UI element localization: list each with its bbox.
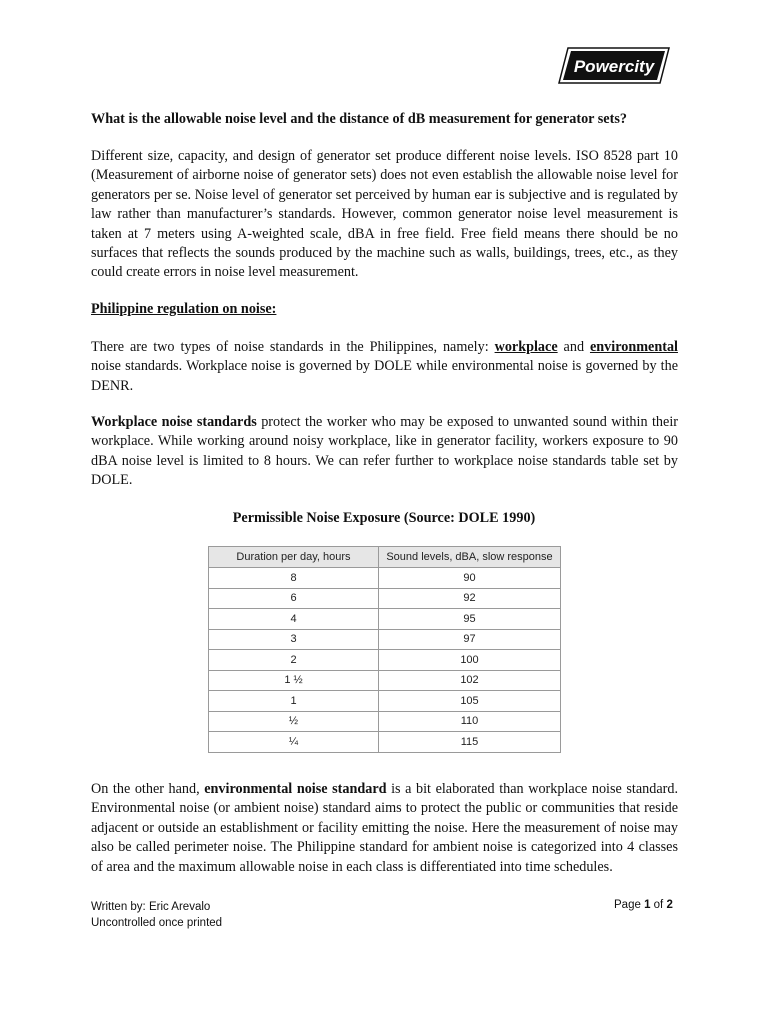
table-title: Permissible Noise Exposure (Source: DOLE 1990) bbox=[232, 510, 536, 526]
table-row bbox=[209, 691, 561, 712]
column-header-sound-level: Sound levels, dBA, slow response bbox=[379, 547, 561, 568]
regulation-heading: Philippine regulation on noise: bbox=[91, 301, 277, 317]
noise-types-paragraph: There are two types of noise standards in the Philippines, namely: workplace and environmental noise standards. Workplace noise is governed by DOLE while environmental noise is governed by the DENR. bbox=[91, 339, 678, 394]
sound-level-cell: 90 bbox=[379, 568, 561, 589]
intro-paragraph: Different size, capacity, and design of generator set produce different noise levels. ISO 8528 part 10 (Measurement of airborne noise of generator sets) does not even establish the allowable noise level for generators per se. Noise level of generator set perceived by human ear is subjective and is regulated by law rather than manufacturer’s standards. However, common generator noise level measurement is taken at 7 meters using A-weighted scale, dBA in free field. Free field means there should be no surfaces that reflects the sounds produced by the machine such as walls, buildings, trees, etc., as they could create errors in noise level measurement. bbox=[91, 148, 678, 281]
footer-note: Uncontrolled once printed bbox=[91, 917, 223, 929]
table-row bbox=[209, 650, 561, 671]
table-row bbox=[209, 711, 561, 732]
table-row bbox=[209, 568, 561, 589]
page-number: Page 1 of 2 bbox=[614, 899, 673, 911]
page-question-heading: What is the allowable noise level and the distance of dB measurement for generator sets? bbox=[91, 111, 627, 127]
sound-level-cell: 95 bbox=[379, 609, 561, 630]
table-row bbox=[209, 609, 561, 630]
powercity-logo bbox=[558, 47, 670, 84]
sound-level-cell: 102 bbox=[379, 670, 561, 691]
column-header-duration: Duration per day, hours bbox=[209, 547, 379, 568]
table-row bbox=[209, 588, 561, 609]
table-row bbox=[209, 629, 561, 650]
duration-cell: 1 ½ bbox=[209, 670, 379, 691]
duration-cell: 1 bbox=[209, 691, 379, 712]
duration-cell: 6 bbox=[209, 588, 379, 609]
footer-left bbox=[91, 899, 222, 931]
sound-level-cell: 115 bbox=[379, 732, 561, 753]
table-row bbox=[209, 732, 561, 753]
duration-cell: ½ bbox=[209, 711, 379, 732]
duration-cell: 2 bbox=[209, 650, 379, 671]
sound-level-cell: 105 bbox=[379, 691, 561, 712]
table-header-row bbox=[209, 547, 561, 568]
footer-author: Written by: Eric Arevalo bbox=[91, 901, 211, 913]
sound-level-cell: 100 bbox=[379, 650, 561, 671]
table-row bbox=[209, 670, 561, 691]
sound-level-cell: 97 bbox=[379, 629, 561, 650]
noise-exposure-table bbox=[208, 546, 561, 753]
environmental-lead: environmental noise standard bbox=[204, 781, 387, 797]
duration-cell: 8 bbox=[209, 568, 379, 589]
duration-cell: 3 bbox=[209, 629, 379, 650]
logo-text: Powercity bbox=[573, 57, 655, 76]
workplace-term: workplace bbox=[494, 339, 558, 355]
environmental-term: environmental bbox=[589, 339, 678, 355]
environmental-paragraph: On the other hand, environmental noise standard is a bit elaborated than workplace noise standard. Environmental noise (or ambient noise) standard aims to protect the public or communities that reside adjacent or outside an establishment or facility emitting the noise. Here the measurement of noise may also be called perimeter noise. The Philippine standard for ambient noise is categorized into 4 classes of area and the maximum allowable noise in each class is differentiated into time schedules. bbox=[91, 781, 678, 875]
duration-cell: ¼ bbox=[209, 732, 379, 753]
duration-cell: 4 bbox=[209, 609, 379, 630]
workplace-paragraph: Workplace noise standards protect the worker who may be exposed to unwanted sound within their workplace. While working around noisy workplace, like in generator facility, workers exposure to 90 dBA noise level is limited to 8 hours. We can refer further to workplace noise standards table set by DOLE. bbox=[91, 414, 678, 489]
sound-level-cell: 110 bbox=[379, 711, 561, 732]
workplace-lead: Workplace noise standards bbox=[91, 414, 257, 430]
sound-level-cell: 92 bbox=[379, 588, 561, 609]
